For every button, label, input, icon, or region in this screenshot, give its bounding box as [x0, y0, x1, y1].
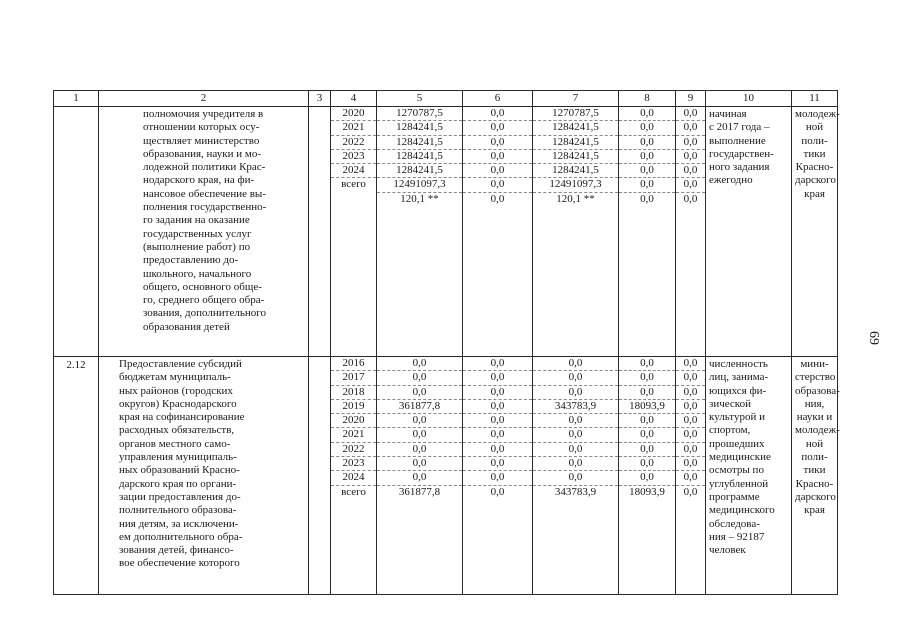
other-cell — [676, 357, 706, 595]
text-line: медицинского — [709, 504, 775, 517]
cell-value: 0,0 — [619, 457, 675, 471]
cell-value: 1284241,5 — [377, 164, 462, 178]
text-line: медицинские — [709, 451, 771, 464]
text-line: общего, основного обще- — [143, 280, 262, 293]
federal-cell — [463, 107, 533, 357]
text-line: мини- — [800, 358, 829, 370]
indicator-cell — [706, 107, 792, 357]
cell-value: 0,0 — [463, 400, 532, 414]
header-cell: 8 — [619, 91, 676, 107]
text-line: государственных услуг — [143, 227, 252, 240]
text-line: образования детей — [143, 320, 230, 333]
cell-value: 0,0 — [490, 485, 505, 498]
cell-value: 0,0 — [676, 371, 705, 385]
cell-value: 0,0 — [683, 192, 698, 205]
cell-value: 0,0 — [377, 414, 462, 428]
cell-value: 0,0 — [533, 471, 618, 485]
cell-value: 0,0 — [463, 414, 532, 428]
text-line: отношении которых осу- — [143, 121, 260, 134]
cell-value: 0,0 — [533, 386, 618, 400]
text-line: нансовое обеспечение вы- — [143, 187, 266, 200]
text-line: края на софинансирование — [119, 411, 245, 424]
text-line: вое обеспечение которого — [119, 557, 240, 570]
cell-value: 2020 — [331, 107, 376, 121]
cell-value: 343783,9 — [533, 400, 618, 414]
cell-value: 1284241,5 — [533, 121, 618, 135]
cell-value: 0,0 — [676, 121, 705, 135]
regional-cell — [533, 357, 619, 595]
text-line: программе — [709, 490, 760, 503]
text-line: Красно- — [795, 477, 834, 490]
text-line: обследова- — [709, 517, 760, 530]
text-line: зования, дополнительного — [143, 307, 266, 320]
text-line: дарского края по органи- — [119, 477, 237, 490]
text-line: зования детей, финансо- — [119, 544, 234, 557]
cell-value: 0,0 — [463, 471, 532, 485]
local-cell — [619, 357, 676, 595]
cell-value: 18093,9 — [629, 485, 665, 498]
executor-cell — [792, 357, 838, 595]
cell-value: всего — [341, 178, 366, 191]
table-row — [54, 107, 838, 357]
text-line: государствен- — [709, 147, 774, 160]
text-line: дарского — [795, 490, 836, 503]
cell-value: 0,0 — [676, 414, 705, 428]
cell-value: 0,0 — [463, 164, 532, 178]
text-line: образова- — [795, 384, 840, 397]
header-cell: 3 — [309, 91, 331, 107]
text-line: бюджетам муниципаль- — [119, 371, 231, 384]
cell-value: 0,0 — [463, 136, 532, 150]
cell-value: 343783,9 — [554, 485, 597, 498]
cell-value: 2017 — [331, 371, 376, 385]
cell-value: 1270787,5 — [533, 107, 618, 121]
text-line: тики — [803, 147, 826, 160]
text-line: ежегодно — [709, 174, 753, 187]
cell-value: 0,0 — [640, 192, 654, 205]
text-line: края — [804, 504, 825, 517]
header-cell: 4 — [331, 91, 377, 107]
row-description — [99, 107, 309, 357]
text-line: полнения государственно- — [143, 201, 267, 214]
cell-value: 2018 — [331, 386, 376, 400]
cell-value: 2019 — [331, 400, 376, 414]
text-line: (выполнение работ) по — [143, 240, 251, 253]
cell-value: 0,0 — [619, 121, 675, 135]
cell-value: 0,0 — [619, 428, 675, 442]
cell-value: 0,0 — [676, 400, 705, 414]
table-row — [54, 357, 838, 595]
cell-value: 0,0 — [377, 471, 462, 485]
cell-value: 120,1 ** — [556, 192, 595, 205]
cell-value: 2024 — [331, 471, 376, 485]
federal-cell — [463, 357, 533, 595]
text-line: ния, — [804, 397, 825, 410]
empty-cell — [309, 357, 331, 595]
text-line: ем дополнительного обра- — [119, 530, 243, 543]
row-number: 2.12 — [54, 357, 99, 595]
text-line: предоставлению до- — [143, 254, 239, 267]
text-line: численность — [709, 358, 768, 370]
text-line: ществляет министерство — [143, 134, 260, 147]
cell-value: 1284241,5 — [533, 136, 618, 150]
cell-value: 0,0 — [676, 107, 705, 121]
text-line: лиц, занима- — [709, 371, 769, 384]
cell-value: 2020 — [331, 414, 376, 428]
cell-value: 0,0 — [676, 357, 705, 371]
cell-value: 12491097,3 — [533, 178, 618, 192]
cell-value: 0,0 — [533, 457, 618, 471]
cell-value: 2022 — [331, 136, 376, 150]
cell-value: 2021 — [331, 428, 376, 442]
text-line: го задания на оказание — [143, 214, 250, 227]
cell-value: 361877,8 — [398, 485, 441, 498]
years-cell — [331, 357, 377, 595]
budget-table — [53, 90, 838, 595]
cell-value: 0,0 — [676, 178, 705, 192]
cell-value: 1270787,5 — [377, 107, 462, 121]
total-cell — [377, 357, 463, 595]
cell-value: 0,0 — [619, 443, 675, 457]
cell-value: 0,0 — [533, 443, 618, 457]
text-line: молодеж- — [795, 108, 840, 120]
cell-value: 0,0 — [619, 150, 675, 164]
cell-value: 0,0 — [377, 386, 462, 400]
cell-value: всего — [341, 485, 366, 498]
cell-value: 0,0 — [463, 178, 532, 192]
cell-value: 0,0 — [377, 371, 462, 385]
cell-value: 1284241,5 — [533, 150, 618, 164]
header-cell: 11 — [792, 91, 838, 107]
cell-value: 0,0 — [533, 371, 618, 385]
text-line: молодеж- — [795, 424, 840, 437]
text-line: тики — [803, 464, 826, 477]
cell-value: 0,0 — [619, 178, 675, 192]
text-line: ных образований Красно- — [119, 464, 240, 477]
text-line: ния детям, за исключени- — [119, 517, 239, 530]
text-line: Красно- — [795, 161, 834, 174]
regional-cell — [533, 107, 619, 357]
cell-value: 0,0 — [619, 386, 675, 400]
cell-value: 0,0 — [463, 428, 532, 442]
text-line: полнительного образова- — [119, 504, 237, 517]
years-cell — [331, 107, 377, 357]
text-line: человек — [709, 544, 746, 557]
header-cell: 5 — [377, 91, 463, 107]
text-line: спортом, — [709, 424, 751, 437]
cell-value: 1284241,5 — [533, 164, 618, 178]
text-line: углубленной — [709, 477, 769, 490]
text-line: культурой и — [709, 411, 765, 424]
cell-value: 0,0 — [463, 357, 532, 371]
cell-value: 0,0 — [463, 386, 532, 400]
cell-value: 0,0 — [676, 164, 705, 178]
cell-value: 0,0 — [619, 107, 675, 121]
cell-value: 0,0 — [619, 414, 675, 428]
cell-value: 0,0 — [619, 164, 675, 178]
header-cell: 2 — [99, 91, 309, 107]
empty-cell — [309, 107, 331, 357]
text-line: расходных обязательств, — [119, 424, 235, 437]
cell-value: 2023 — [331, 457, 376, 471]
cell-value: 0,0 — [619, 371, 675, 385]
cell-value: 1284241,5 — [377, 121, 462, 135]
text-line: го, среднего общего обра- — [143, 294, 265, 307]
cell-value: 1284241,5 — [377, 136, 462, 150]
cell-value: 0,0 — [533, 414, 618, 428]
other-cell — [676, 107, 706, 357]
cell-value: 0,0 — [377, 443, 462, 457]
cell-value: 0,0 — [463, 443, 532, 457]
cell-value: 0,0 — [619, 357, 675, 371]
cell-value: 0,0 — [533, 428, 618, 442]
cell-value: 2016 — [331, 357, 376, 371]
header-cell: 7 — [533, 91, 619, 107]
text-line: ного задания — [709, 161, 770, 174]
header-cell: 9 — [676, 91, 706, 107]
text-line: осмотры по — [709, 464, 764, 477]
text-line: органов местного само- — [119, 437, 231, 450]
cell-value: 0,0 — [463, 371, 532, 385]
row-description — [99, 357, 309, 595]
text-line: выполнение — [709, 134, 766, 147]
cell-value: 0,0 — [377, 428, 462, 442]
cell-value: 0,0 — [377, 357, 462, 371]
header-row — [54, 91, 838, 107]
cell-value: 0,0 — [683, 485, 698, 498]
text-line: прошедших — [709, 437, 765, 450]
text-line: Предоставление субсидий — [119, 358, 242, 370]
cell-value: 2024 — [331, 164, 376, 178]
text-line: края — [804, 187, 825, 200]
text-line: ющихся фи- — [709, 384, 767, 397]
text-line: начиная — [709, 108, 747, 120]
text-line: образования, науки и мо- — [143, 147, 261, 160]
cell-value: 0,0 — [619, 471, 675, 485]
local-cell — [619, 107, 676, 357]
header-cell: 1 — [54, 91, 99, 107]
text-line: ных районов (городских — [119, 384, 233, 397]
text-line: ной поли- — [801, 121, 828, 147]
cell-value: 2021 — [331, 121, 376, 135]
cell-value: 0,0 — [490, 192, 505, 205]
cell-value: 0,0 — [676, 386, 705, 400]
text-line: управления муниципаль- — [119, 451, 237, 464]
cell-value: 0,0 — [676, 457, 705, 471]
cell-value: 0,0 — [463, 121, 532, 135]
cell-value: 0,0 — [377, 457, 462, 471]
cell-value: 2023 — [331, 150, 376, 164]
cell-value: 361877,8 — [377, 400, 462, 414]
text-line: науки и — [796, 411, 833, 424]
cell-value: 0,0 — [619, 136, 675, 150]
header-cell: 6 — [463, 91, 533, 107]
cell-value: 0,0 — [463, 457, 532, 471]
text-line: стерство — [795, 371, 836, 384]
text-line: ния – 92187 — [709, 530, 765, 543]
text-line: лодежной политики Крас- — [143, 161, 266, 174]
text-line: школьного, начального — [143, 267, 252, 280]
text-line: нодарского края, на фи- — [143, 174, 255, 187]
cell-value: 0,0 — [676, 136, 705, 150]
header-cell: 10 — [706, 91, 792, 107]
executor-cell — [792, 107, 838, 357]
cell-value: 0,0 — [676, 428, 705, 442]
text-line: зации предоставления до- — [119, 490, 241, 503]
cell-value: 0,0 — [676, 471, 705, 485]
cell-value: 1284241,5 — [377, 150, 462, 164]
cell-value: 2022 — [331, 443, 376, 457]
cell-value: 0,0 — [463, 107, 532, 121]
text-line: полномочия учредителя в — [143, 108, 264, 120]
cell-value: 0,0 — [533, 357, 618, 371]
cell-value: 18093,9 — [619, 400, 675, 414]
text-line: с 2017 года – — [709, 121, 770, 134]
text-line: дарского — [795, 174, 836, 187]
cell-value: 0,0 — [463, 150, 532, 164]
page-number: 69 — [866, 331, 881, 345]
text-line: зической — [709, 397, 751, 410]
cell-value: 12491097,3 — [377, 178, 462, 192]
text-line: округов) Краснодарского — [119, 397, 237, 410]
cell-value: 0,0 — [676, 150, 705, 164]
cell-value: 0,0 — [676, 443, 705, 457]
cell-value: 120,1 ** — [400, 192, 439, 205]
text-line: ной поли- — [801, 437, 828, 464]
total-cell — [377, 107, 463, 357]
indicator-cell — [706, 357, 792, 595]
row-number — [54, 107, 99, 357]
